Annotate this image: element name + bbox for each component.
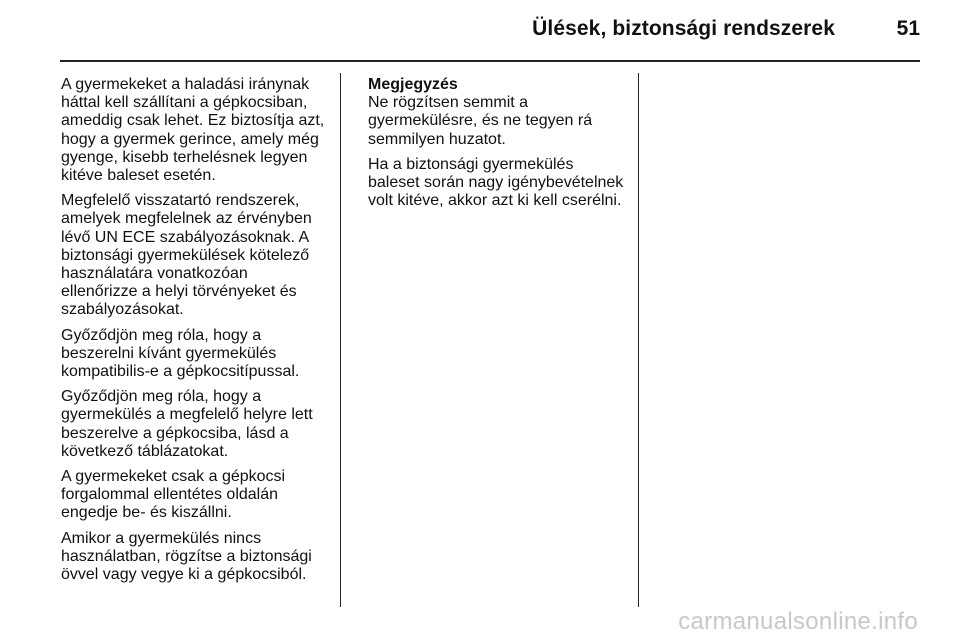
text-column-left	[61, 76, 333, 591]
paragraph	[368, 156, 630, 211]
paragraph	[61, 192, 333, 319]
text-line: amelyek megfelelnek az érvényben	[61, 210, 312, 228]
text-line: Megfelelő visszatartó rendszerek,	[61, 192, 300, 210]
text-line: övvel vagy vegye ki a gépkocsiból.	[61, 566, 307, 584]
watermark: carmanualsonline.info	[678, 608, 918, 635]
text-line: kitéve baleset esetén.	[61, 167, 216, 185]
paragraph	[61, 530, 333, 585]
text-line: ellenőrizze a helyi törvényeket és	[61, 283, 297, 301]
text-column-middle	[368, 76, 630, 217]
text-line: kompatibilis-e a gépkocsitípussal.	[61, 363, 300, 381]
text-line: gyermekülésre, és ne tegyen rá	[368, 112, 593, 130]
column-divider-right	[638, 73, 639, 607]
text-line: A gyermekeket csak a gépkocsi	[61, 468, 286, 486]
page-title: Ülések, biztonsági rendszerek	[532, 17, 835, 40]
text-line: beszerelve a gépkocsiba, lásd a	[61, 424, 289, 442]
text-line: hogy a gyermek gerince, amely még	[61, 130, 319, 148]
text-line: szabályozásokat.	[61, 301, 184, 319]
text-line: forgalommal ellentétes oldalán	[61, 486, 279, 504]
header-divider	[60, 60, 920, 62]
text-line: háttal kell szállítani a gépkocsiban,	[61, 94, 308, 112]
text-line: gyermekülés a megfelelő helyre lett	[61, 406, 313, 424]
paragraph	[61, 468, 333, 523]
text-line: beszerelni kívánt gyermekülés	[61, 344, 277, 362]
text-line: használatára vonatkozóan	[61, 265, 248, 283]
text-line: ameddig csak lehet. Ez biztosítja azt,	[61, 112, 325, 130]
text-line: használatban, rögzítse a biztonsági	[61, 547, 312, 565]
column-divider-left	[340, 73, 341, 607]
text-line: volt kitéve, akkor azt ki kell cserélni.	[368, 192, 622, 210]
note-heading: Megjegyzés	[368, 76, 458, 93]
text-line: Amikor a gyermekülés nincs	[61, 529, 262, 547]
text-line: lévő UN ECE szabályozásoknak. A	[61, 228, 310, 246]
text-line: Ne rögzítsen semmit a	[368, 94, 529, 112]
paragraph	[61, 327, 333, 382]
paragraph	[61, 76, 333, 185]
text-line: gyenge, kisebb terhelésnek legyen	[61, 148, 308, 166]
text-line: Győződjön meg róla, hogy a	[61, 388, 262, 406]
page-number: 51	[896, 17, 920, 40]
text-line: engedje be- és kiszállni.	[61, 504, 232, 522]
text-line: Győződjön meg róla, hogy a	[61, 326, 262, 344]
text-line: semmilyen huzatot.	[368, 130, 506, 148]
text-line: baleset során nagy igénybevételnek	[368, 174, 624, 192]
text-line: biztonsági gyermekülések kötelező	[61, 246, 310, 264]
text-line: Ha a biztonsági gyermekülés	[368, 155, 574, 173]
text-line: következő táblázatokat.	[61, 442, 229, 460]
paragraph	[61, 388, 333, 461]
text-line: A gyermekeket a haladási iránynak	[61, 76, 310, 93]
paragraph	[368, 94, 630, 149]
